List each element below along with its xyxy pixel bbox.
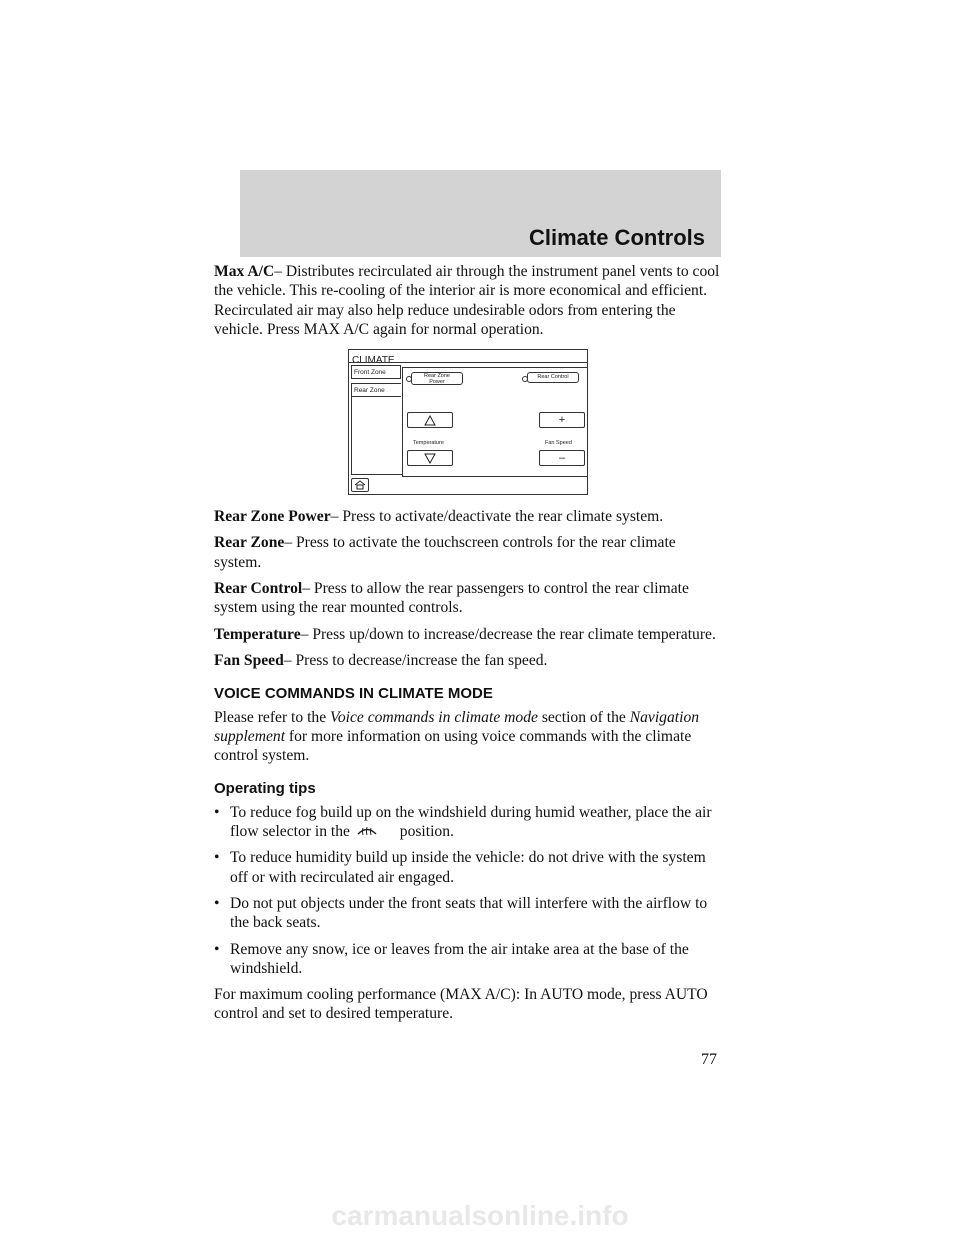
rear-zone-panel — [402, 367, 587, 477]
definition-item — [214, 579, 724, 618]
definition-text: – Press to activate/deactivate the rear climate system. — [330, 508, 664, 526]
triangle-up-icon — [424, 415, 436, 426]
triangle-down-icon — [424, 453, 436, 464]
section-title: Climate Controls — [528, 225, 705, 250]
rear-zone-power-label-1: Rear Zone — [424, 373, 450, 380]
diagram-divider — [349, 362, 587, 363]
voice-commands-heading: VOICE COMMANDS IN CLIMATE MODE — [214, 685, 493, 703]
fan-speed-label: Fan Speed — [545, 440, 572, 447]
operating-tips-heading: Operating tips — [214, 780, 316, 798]
voice-commands-paragraph — [214, 708, 724, 766]
bullet-icon: • — [214, 803, 220, 821]
definition-term: Temperature — [214, 625, 301, 643]
tip-text: Do not put objects under the front seats that will interfere with the airflow to the back seats. — [230, 894, 708, 932]
tip-item — [214, 894, 724, 933]
minus-icon: – — [558, 451, 566, 464]
tip-text: Remove any snow, ice or leaves from the air intake area at the base of the windshield. — [230, 940, 689, 977]
rear-zone-power-label-2: Power — [429, 379, 445, 386]
voice-text-2: section of the — [537, 708, 630, 726]
windshield-defrost-icon — [356, 823, 378, 837]
definition-item — [214, 507, 724, 526]
header-band — [240, 170, 721, 257]
watermark: carmanualsonline.info — [331, 1200, 629, 1231]
definition-text: – Press up/down to increase/decrease the rear climate temperature. — [300, 625, 716, 643]
definition-term: Rear Control — [214, 580, 303, 598]
tip-item — [214, 940, 724, 979]
page-content — [214, 262, 724, 1024]
plus-icon: + — [558, 413, 566, 426]
bullet-icon: • — [214, 940, 220, 958]
closing-paragraph: For maximum cooling performance (MAX A/C): In AUTO mode, press AUTO control and set to desired temperature. — [214, 986, 708, 1023]
climate-screen-diagram — [348, 349, 588, 495]
bullet-icon: • — [214, 849, 220, 867]
temperature-down-button[interactable] — [407, 450, 453, 466]
temperature-up-button[interactable] — [407, 412, 453, 428]
voice-text-3: for more information on using voice commands with the climate control system. — [214, 727, 692, 765]
home-icon — [354, 480, 366, 490]
tip-item — [214, 848, 724, 887]
fan-speed-up-button[interactable] — [539, 412, 585, 428]
tip-text: To reduce humidity build up inside the vehicle: do not drive with the system off or with recirculated air engaged. — [230, 849, 706, 886]
definition-item — [214, 651, 724, 670]
voice-italic-1: Voice commands in climate mode — [330, 708, 538, 726]
rear-control-button[interactable]: Rear Control — [527, 372, 579, 383]
home-button[interactable] — [351, 478, 369, 492]
diagram-border-line — [351, 474, 403, 475]
fan-speed-down-button[interactable] — [539, 450, 585, 466]
tip-text: To reduce fog build up on the windshield during humid weather, place the air flow selector in the — [230, 803, 712, 841]
definition-term: Rear Zone Power — [214, 508, 331, 526]
intro-text: – Distributes recirculated air through the instrument panel vents to cool the vehicle. This re-cooling of the interior air is more economical and efficient. Recirculated air may also help reduce undesirable odors from entering the vehicle. Press MAX A/C again for normal operation. — [214, 263, 720, 338]
tab-front-zone[interactable]: Front Zone — [351, 365, 401, 379]
definition-item — [214, 533, 724, 572]
intro-term: Max A/C — [214, 263, 275, 280]
definition-term: Rear Zone — [214, 534, 285, 552]
diagram-title: CLIMATE — [352, 355, 395, 367]
rear-zone-power-button[interactable] — [411, 372, 463, 385]
definition-text: – Press to activate the touchscreen controls for the rear climate system. — [214, 534, 676, 571]
definition-text: – Press to decrease/increase the fan speed. — [283, 651, 548, 669]
voice-text-1: Please refer to the — [214, 708, 331, 726]
definition-term: Fan Speed — [214, 651, 284, 669]
definition-text: – Press to allow the rear passengers to control the rear climate system using the rear mounted controls. — [214, 580, 689, 617]
tab-rear-zone[interactable]: Rear Zone — [351, 383, 401, 397]
intro-paragraph — [214, 262, 724, 339]
bullet-icon: • — [214, 894, 220, 912]
diagram-border-line — [351, 397, 352, 475]
definition-item — [214, 625, 724, 644]
page-number: 77 — [701, 1051, 717, 1068]
tip-text-after: position. — [399, 823, 454, 841]
voice-italic-2: Navigation supplement — [214, 708, 700, 745]
tip-item — [214, 803, 724, 842]
temperature-label: Temperature — [413, 440, 444, 447]
